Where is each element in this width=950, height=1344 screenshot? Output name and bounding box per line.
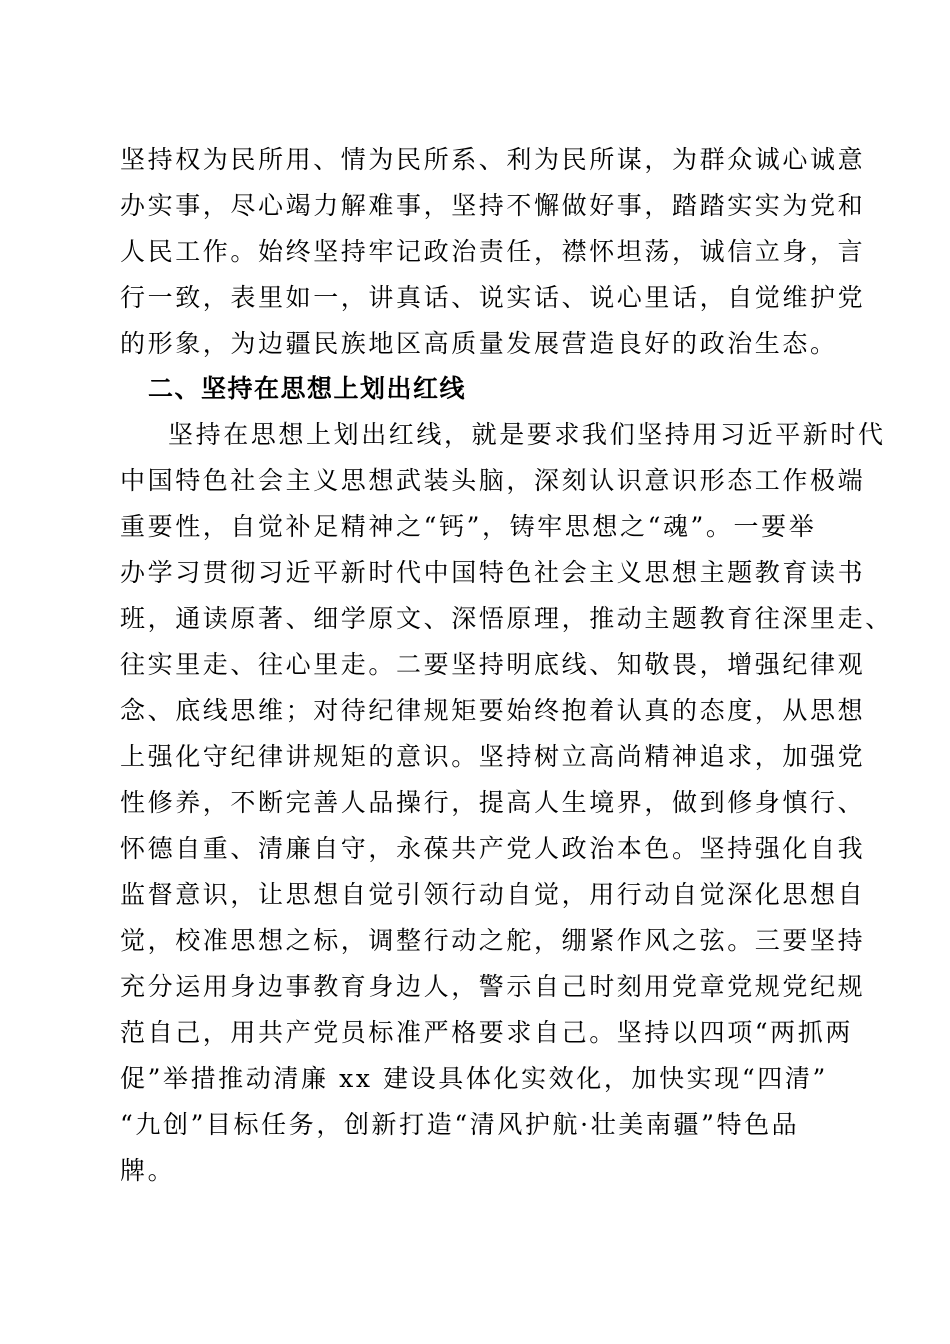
paragraph-line: 范自己，用共产党员标准严格要求自己。坚持以四项“两抓两 xyxy=(120,1018,853,1047)
paragraph-line: 中国特色社会主义思想武装头脑，深刻认识意识形态工作极端 xyxy=(120,466,866,495)
paragraph-line: 人民工作。始终坚持牢记政治责任，襟怀坦荡，诚信立身，言 xyxy=(120,237,866,266)
paragraph-line: 行一致，表里如一，讲真话、说实话、说心里话，自觉维护党 xyxy=(120,283,866,312)
paragraph-line: 觉，校准思想之标，调整行动之舵，绷紧作风之弦。三要坚持 xyxy=(120,926,866,955)
paragraph-line: 上强化守纪律讲规矩的意识。坚持树立高尚精神追求，加强党 xyxy=(120,742,866,771)
paragraph-line: 往实里走、往心里走。二要坚持明底线、知敬畏，增强纪律观 xyxy=(120,650,866,679)
paragraph-line: 重要性，自觉补足精神之“钙”，铸牢思想之“魂”。一要举 xyxy=(120,512,817,541)
paragraph-line: 办实事，尽心竭力解难事，坚持不懈做好事，踏踏实实为党和 xyxy=(120,191,866,220)
paragraph-line: “九创”目标任务，创新打造“清风护航·壮美南疆”特色品 xyxy=(120,1110,800,1139)
section-heading: 二、坚持在思想上划出红线 xyxy=(148,374,467,403)
paragraph-line: 的形象，为边疆民族地区高质量发展营造良好的政治生态。 xyxy=(120,329,838,358)
paragraph-line: 监督意识，让思想自觉引领行动自觉，用行动自觉深化思想自 xyxy=(120,880,866,909)
paragraph-line: 坚持权为民所用、情为民所系、利为民所谋，为群众诚心诚意 xyxy=(120,145,866,174)
paragraph-line: 牌。 xyxy=(120,1156,176,1185)
paragraph-line: 充分运用身边事教育身边人，警示自己时刻用党章党规党纪规 xyxy=(120,972,866,1001)
paragraph-line: 性修养，不断完善人品操行，提高人生境界，做到修身慎行、 xyxy=(120,788,866,817)
paragraph-line: 坚持在思想上划出红线，就是要求我们坚持用习近平新时代 xyxy=(168,420,886,449)
paragraph-line: 念、底线思维；对待纪律规矩要始终抱着认真的态度，从思想 xyxy=(120,696,866,725)
paragraph-line: 促”举措推动清廉 xx 建设具体化实效化，加快实现“四清” xyxy=(120,1064,828,1093)
paragraph-line: 怀德自重、清廉自守，永葆共产党人政治本色。坚持强化自我 xyxy=(120,834,866,863)
paragraph-line: 办学习贯彻习近平新时代中国特色社会主义思想主题教育读书 xyxy=(120,558,866,587)
paragraph-line: 班，通读原著、细学原文、深悟原理，推动主题教育往深里走、 xyxy=(120,604,893,633)
